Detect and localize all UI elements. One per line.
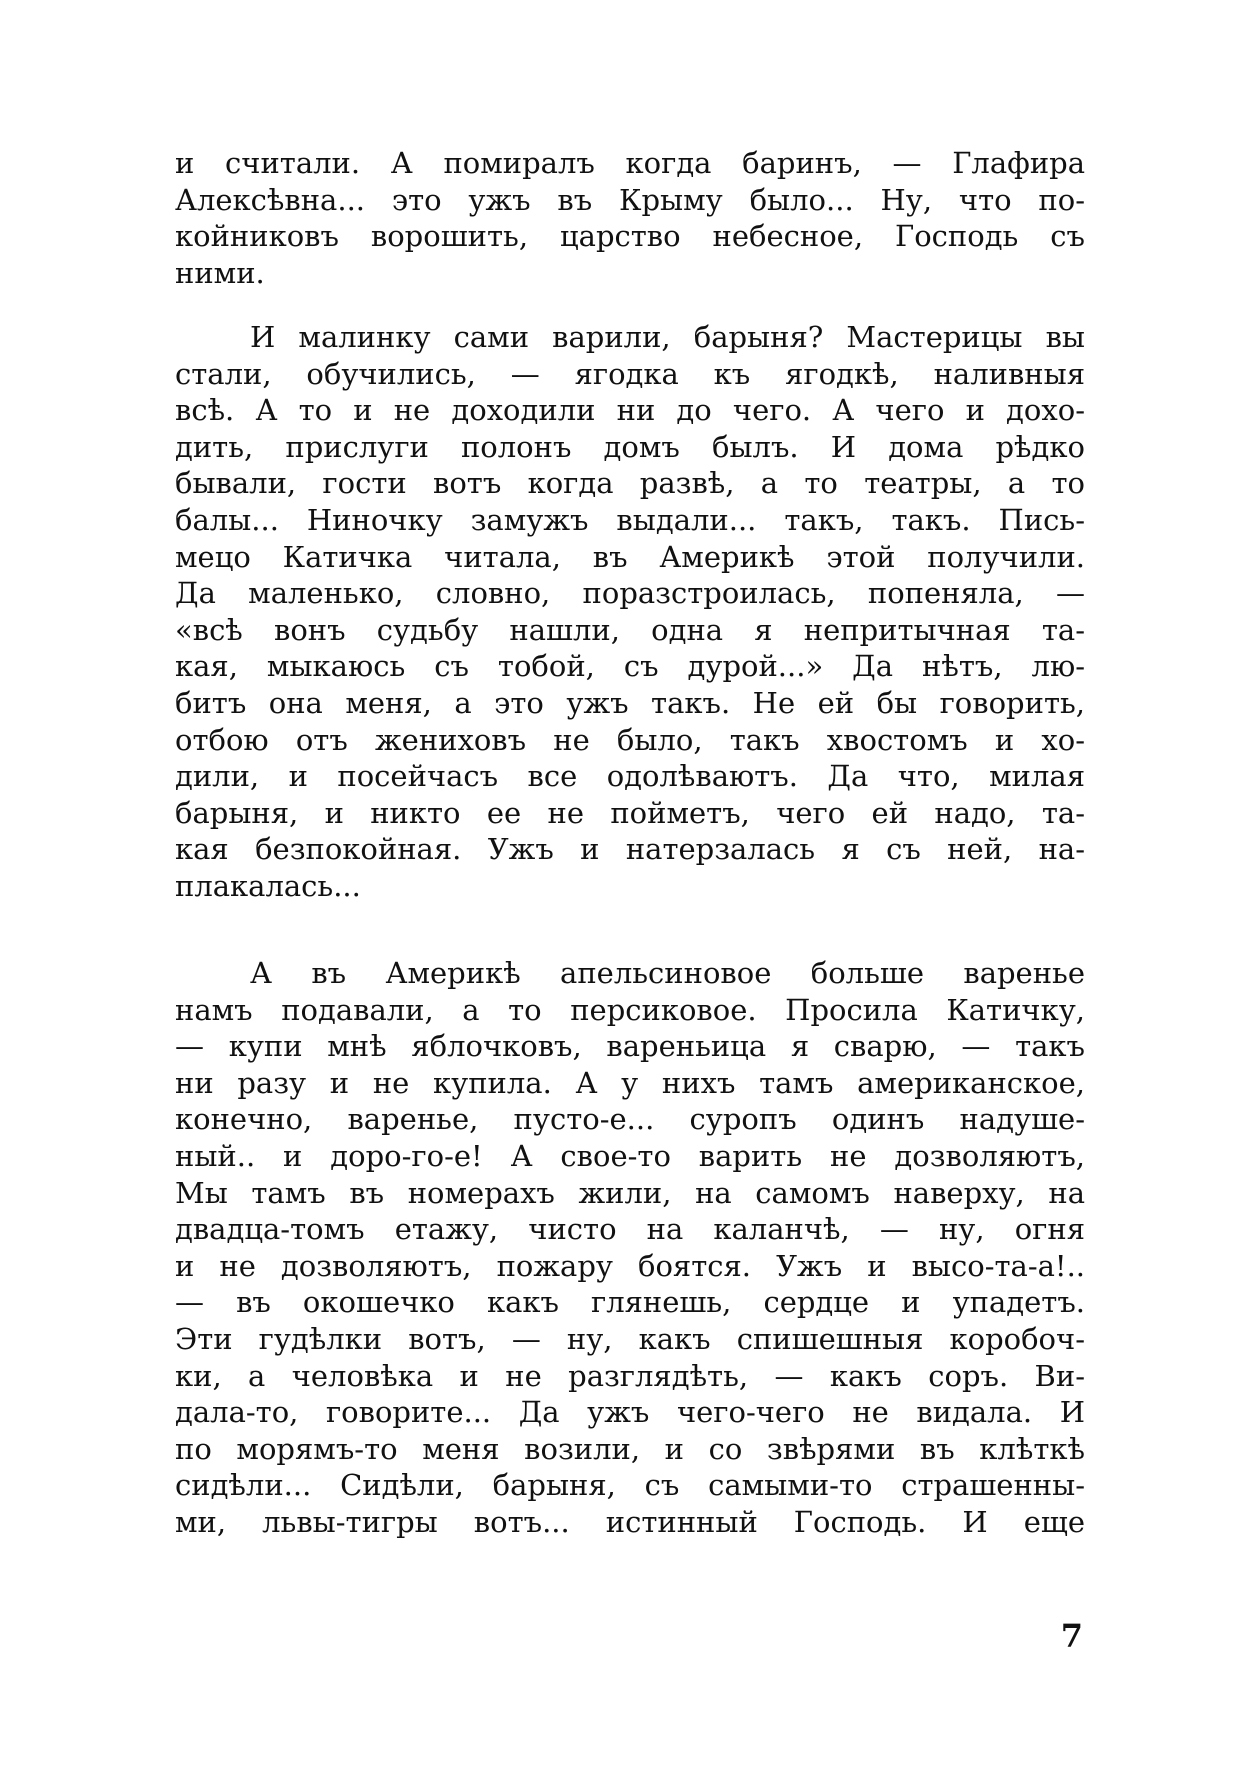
- text-line: дить, прислуги полонъ домъ былъ. И дома рѣдко: [175, 429, 1085, 464]
- text-line: стали, обучились, — ягодка къ ягодкѣ, наливныя: [175, 356, 1085, 391]
- text-line: И малинку сами варили, барыня? Мастерицы вы: [250, 320, 1085, 354]
- text-line: Эти гудѣлки вотъ, — ну, какъ спишешныя коробоч-: [175, 1321, 1085, 1356]
- text-line: ни разу и не купила. А у нихъ тамъ американское,: [175, 1065, 1085, 1100]
- text-line: кая безпокойная. Ужъ и натерзалась я съ ней, на-: [175, 832, 1085, 867]
- text-line: — въ окошечко какъ глянешь, сердце и упадетъ.: [175, 1285, 1085, 1320]
- text-line: Да маленько, словно, поразстроилась, попеняла, —: [175, 576, 1085, 611]
- paragraph-3: [175, 955, 1085, 1541]
- text-line: всѣ. А то и не доходили ни до чего. А чего и дохо-: [175, 393, 1085, 428]
- text-line: дили, и посейчасъ все одолѣваютъ. Да что, милая: [175, 759, 1085, 794]
- text-line: койниковъ ворошить, царство небесное, Господь съ: [175, 219, 1085, 254]
- text-line: намъ подавали, а то персиковое. Просила Катичку,: [175, 992, 1085, 1027]
- text-line: Мы тамъ въ номерахъ жили, на самомъ наверху, на: [175, 1175, 1085, 1210]
- text-line: двадца-томъ етажу, чисто на каланчѣ, — ну, огня: [175, 1212, 1085, 1247]
- text-line: — купи мнѣ яблочковъ, вареньица я сварю, — такъ: [175, 1029, 1085, 1064]
- page-number: 7: [1060, 1617, 1083, 1655]
- text-line: конечно, варенье, пусто-е... суропъ одинъ надуше-: [175, 1102, 1085, 1137]
- text-line: Алексѣвна... это ужъ въ Крыму было... Ну, что по-: [175, 182, 1085, 217]
- text-line: дала-то, говорите... Да ужъ чего-чего не видала. И: [175, 1395, 1085, 1430]
- text-line: ный.. и доро-го-е! А свое-то варить не дозволяютъ,: [175, 1138, 1085, 1173]
- text-line: А въ Америкѣ апельсиновое больше варенье: [250, 956, 1085, 990]
- text-line: сидѣли... Сидѣли, барыня, съ самыми-то страшенны-: [175, 1468, 1085, 1503]
- text-line: отбою отъ жениховъ не было, такъ хвостомъ и хо-: [175, 722, 1085, 757]
- text-line: битъ она меня, а это ужъ такъ. Не ей бы говорить,: [175, 685, 1085, 720]
- text-line: балы... Ниночку замужъ выдали... такъ, такъ. Пись-: [175, 502, 1085, 537]
- text-line: плакалась...: [175, 868, 361, 903]
- text-line: ми, львы-тигры вотъ... истинный Господь. И еще: [175, 1504, 1085, 1539]
- text-line: ними.: [175, 255, 265, 290]
- text-line: барыня, и никто ее не пойметъ, чего ей надо, та-: [175, 795, 1085, 830]
- text-line: и считали. А помиралъ когда баринъ, — Глафира: [175, 146, 1085, 180]
- paragraph-2: [175, 319, 1085, 905]
- text-line: ки, а человѣка и не разглядѣть, — какъ соръ. Ви-: [175, 1358, 1085, 1393]
- paragraph-1: [175, 145, 1085, 291]
- text-line: по морямъ-то меня возили, и со звѣрями въ клѣткѣ: [175, 1431, 1085, 1466]
- text-line: и не дозволяютъ, пожару боятся. Ужъ и высо-та-а!..: [175, 1248, 1085, 1283]
- text-line: «всѣ вонъ судьбу нашли, одна я непритычная та-: [175, 612, 1085, 647]
- text-line: мецо Катичка читала, въ Америкѣ этой получили.: [175, 539, 1085, 574]
- text-line: бывали, гости вотъ когда развѣ, а то театры, а то: [175, 466, 1085, 501]
- text-line: кая, мыкаюсь съ тобой, съ дурой...» Да нѣтъ, лю-: [175, 649, 1085, 684]
